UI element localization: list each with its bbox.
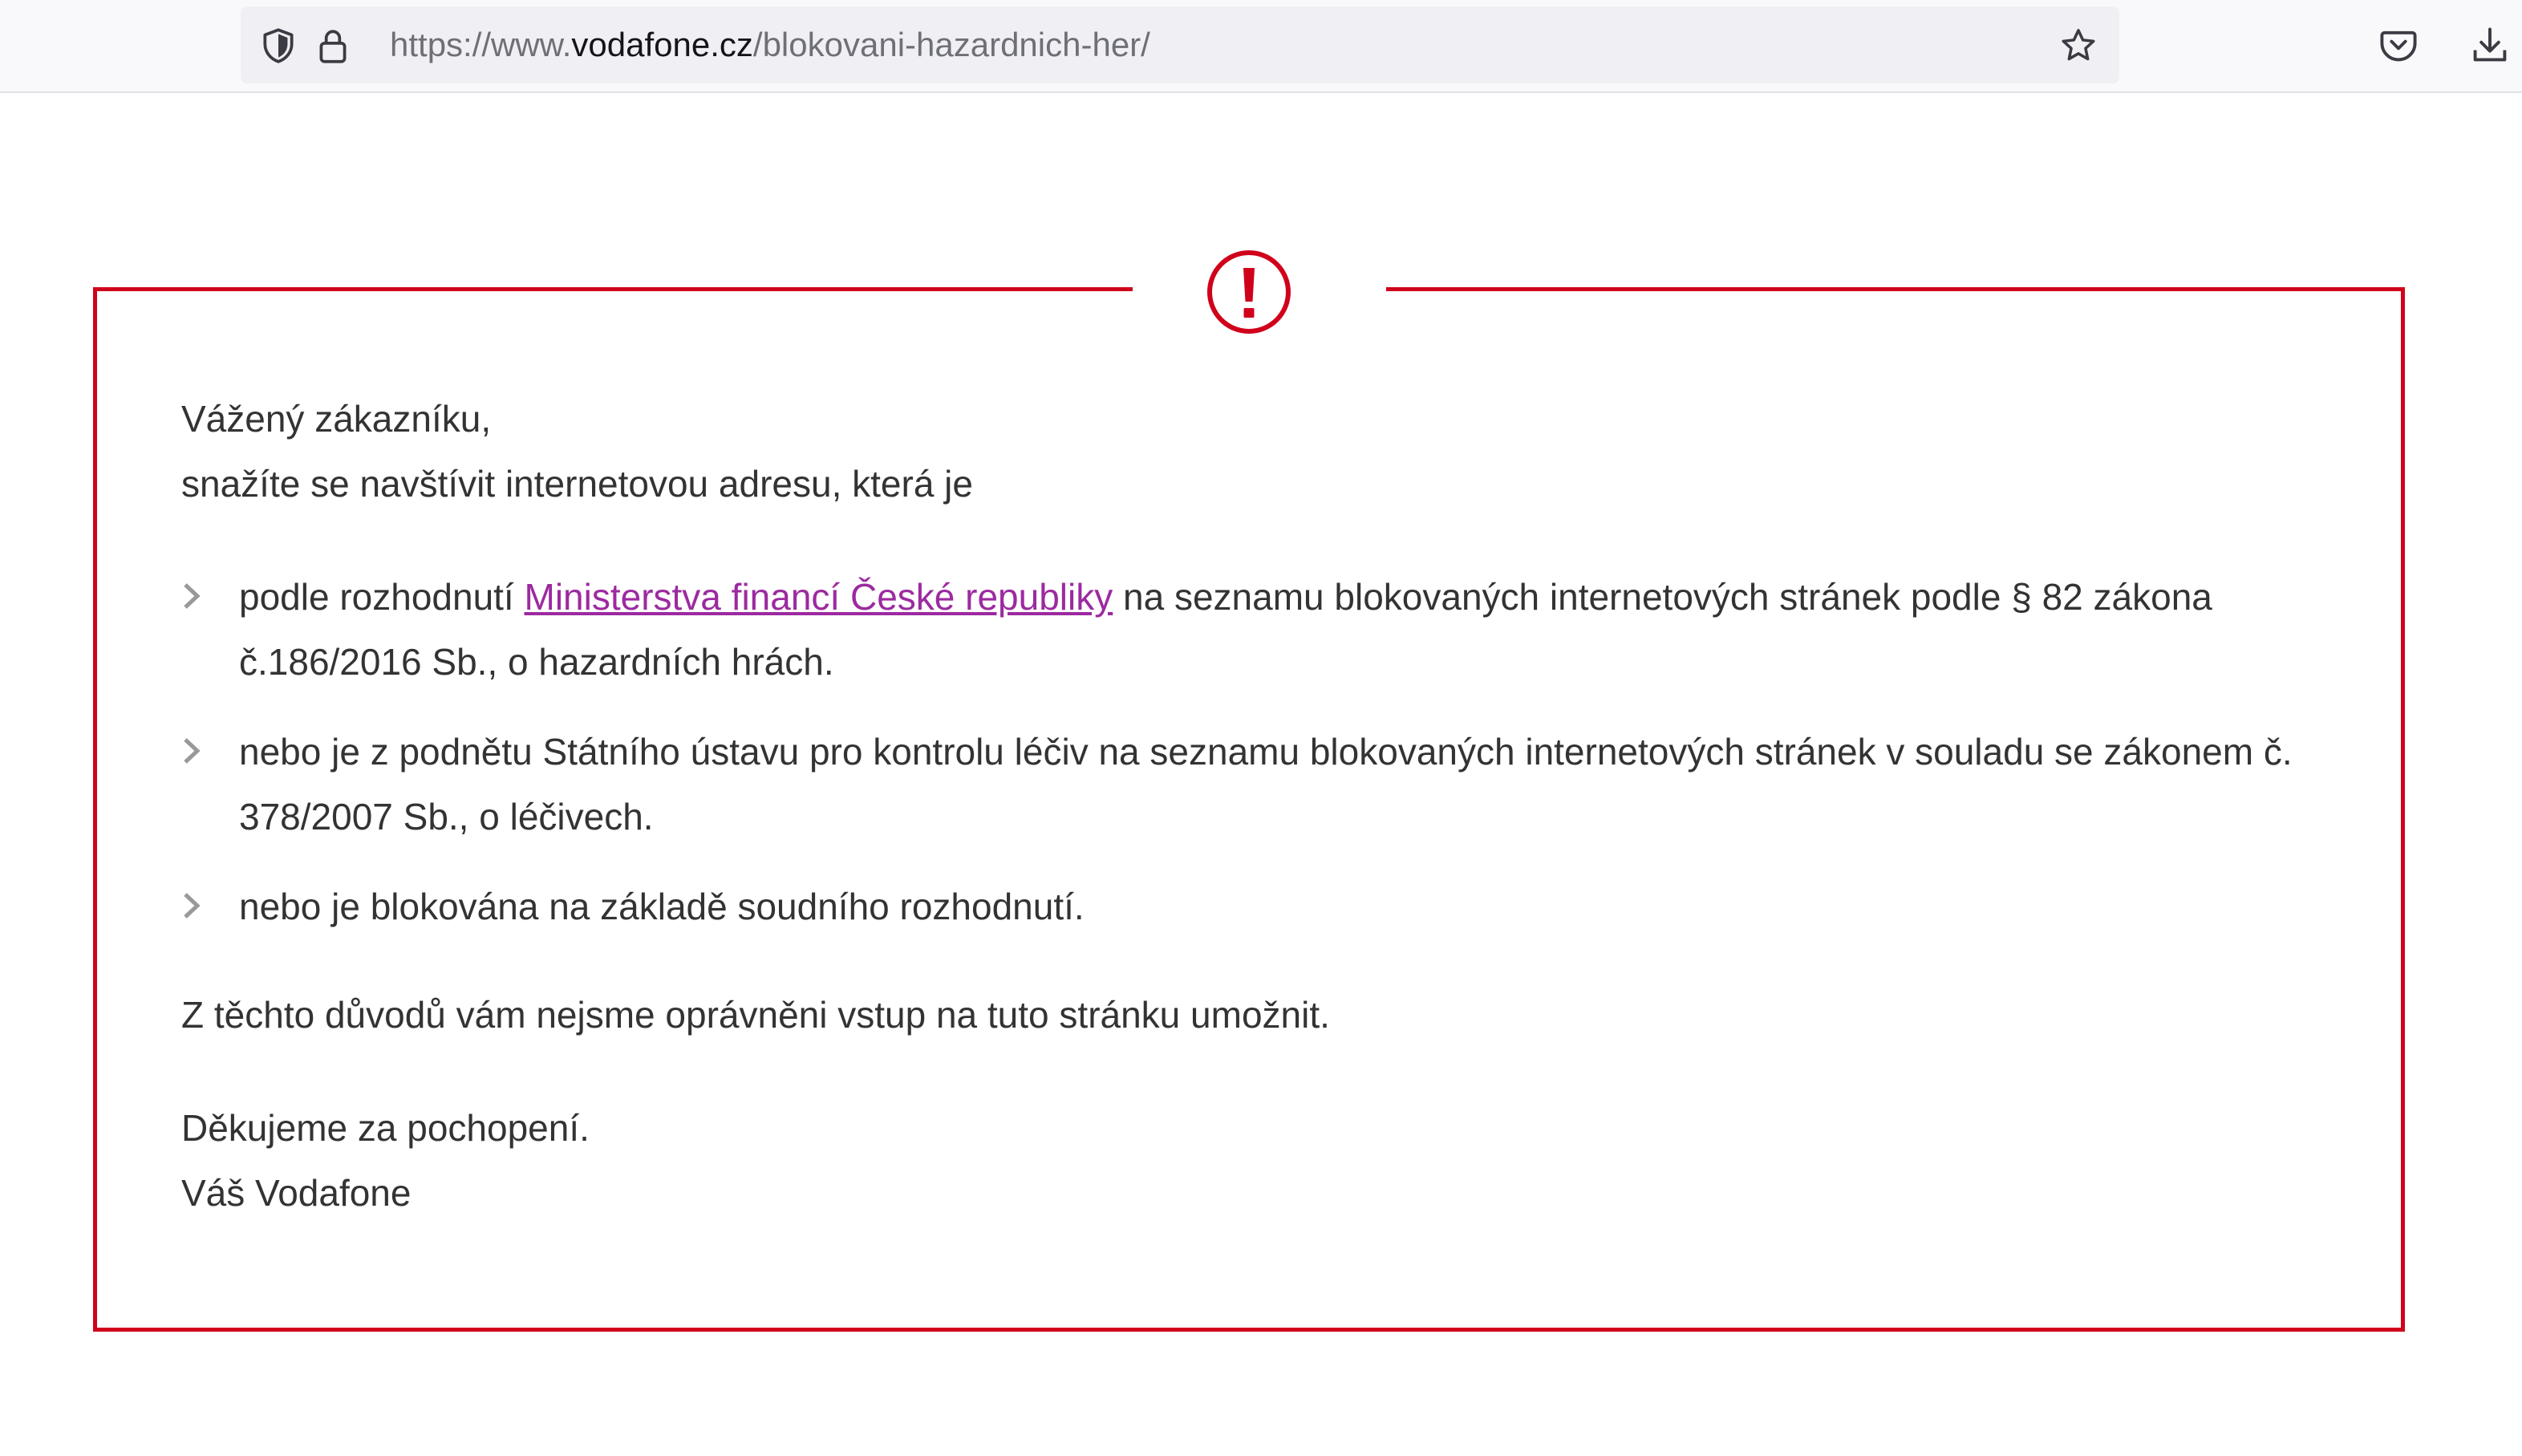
browser-toolbar <box>0 0 2522 93</box>
pocket-icon[interactable] <box>2378 24 2419 66</box>
closing-text: Z těchto důvodů vám nejsme oprávněni vstup na tuto stránku umožnit. <box>181 994 1330 1036</box>
list-item <box>181 565 2347 695</box>
shield-icon[interactable] <box>258 26 298 66</box>
notice-content <box>181 387 2347 1226</box>
intro-text: snažíte se navštívit internetovou adresu, která je <box>181 463 973 505</box>
list-item <box>181 720 2347 850</box>
chevron-right-icon <box>181 737 202 765</box>
url-text[interactable] <box>390 6 1150 83</box>
reasons-list <box>181 565 2347 939</box>
thanks-text: Děkujeme za pochopení. <box>181 1107 590 1149</box>
url-prefix: https://www. <box>390 26 572 63</box>
exclamation-circle-icon <box>1206 249 1292 335</box>
url-path: /blokovani-hazardnich-her/ <box>752 26 1150 63</box>
reason-text-before: podle rozhodnutí <box>239 576 525 618</box>
url-domain: vodafone.cz <box>571 26 753 63</box>
greeting-text: Vážený zákazníku, <box>181 398 492 440</box>
chevron-right-icon <box>181 582 202 610</box>
signature-text: Váš Vodafone <box>181 1172 412 1214</box>
list-item <box>181 874 2347 939</box>
lock-icon[interactable] <box>313 26 353 66</box>
chevron-right-icon <box>181 892 202 919</box>
ministry-of-finance-link[interactable]: Ministerstva financí České republiky <box>524 576 1113 618</box>
reason-text: nebo je z podnětu Státního ústavu pro kontrolu léčiv na seznamu blokovaných internetových stránek v souladu se zákonem č. 378/2007 Sb., o léčivech. <box>239 731 2293 838</box>
star-icon[interactable] <box>2058 26 2098 66</box>
address-bar[interactable] <box>241 6 2119 83</box>
reason-text-after: na seznamu blokovaných internetových stránek podle § 82 zákona č.186/2016 Sb., o hazardních hrách. <box>239 576 2212 683</box>
download-icon[interactable] <box>2469 24 2511 66</box>
reason-text: nebo je blokována na základě soudního rozhodnutí. <box>239 886 1085 927</box>
